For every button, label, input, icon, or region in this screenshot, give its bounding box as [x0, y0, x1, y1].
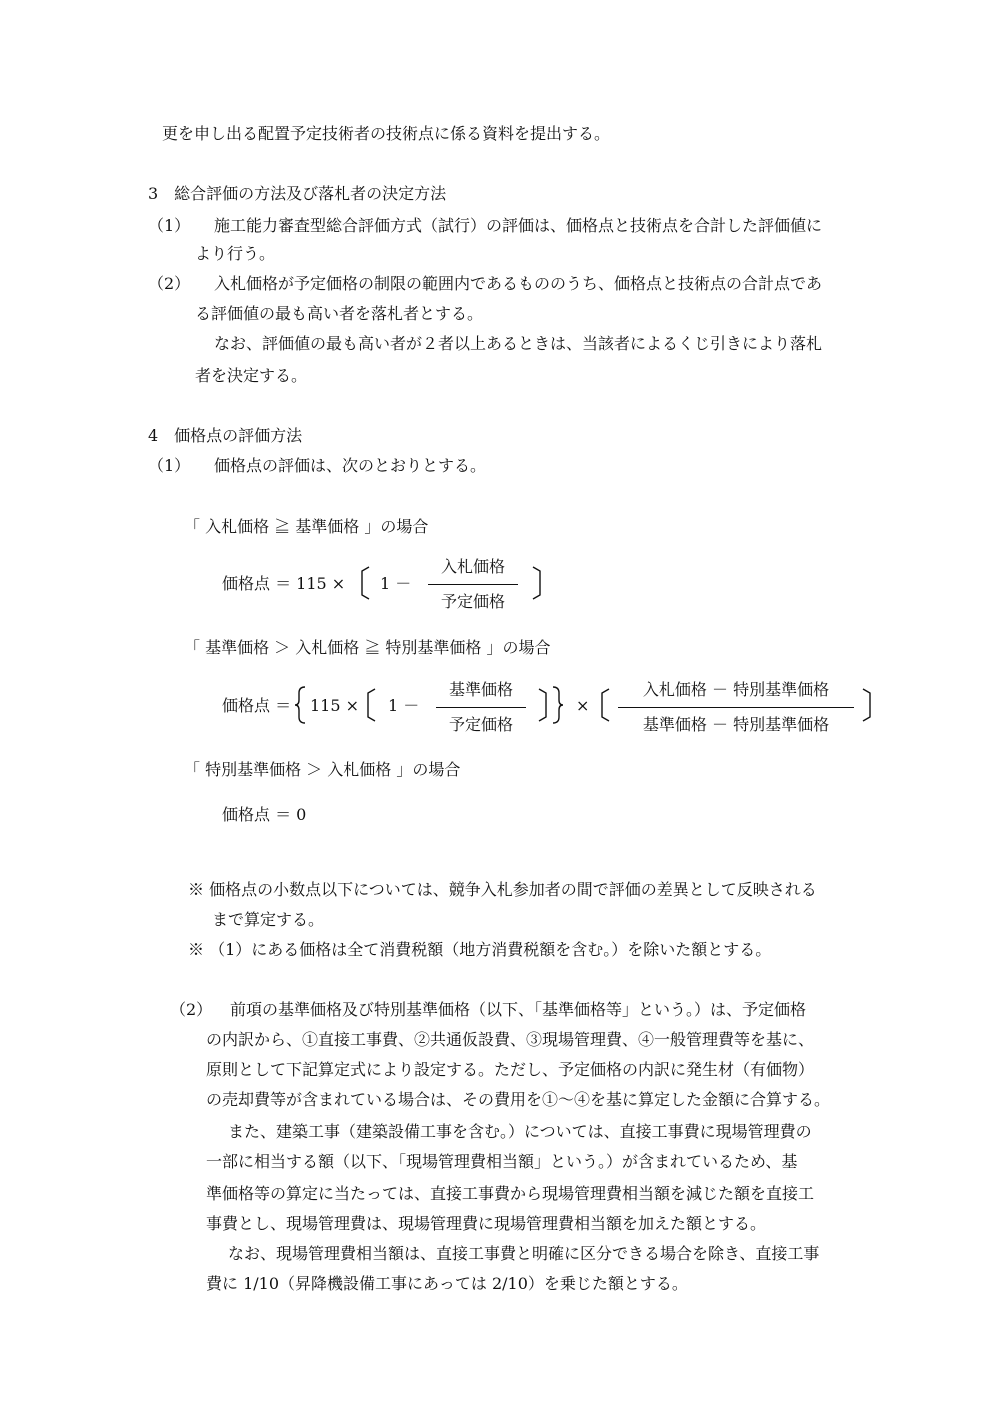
section4-item2-line8: 事費とし、現場管理費は、現場管理費に現場管理費相当額を加えた額とする。 [206, 1214, 767, 1233]
case2-open-bracket2-icon [600, 688, 610, 722]
section3-item1-line2: より行う。 [195, 244, 276, 263]
case2-denominator2: 基準価格 － 特別基準価格 [642, 715, 830, 734]
section3-item2-line3: なお、評価値の最も高い者が２者以上あるときは、当該者によるくじ引きにより落札 [214, 334, 823, 353]
section4-item2-line3: 原則として下記算定式により設定する。ただし、予定価格の内訳に発生材（有価物） [206, 1060, 815, 1079]
section4-item2-line5: また、建築工事（建築設備工事を含む。）については、直接工事費に現場管理費の [228, 1122, 812, 1141]
case1-lhs: 価格点 ＝ 115 × [222, 574, 346, 593]
case2-denominator: 予定価格 [448, 715, 513, 734]
section4-item1-line1: 価格点の評価は、次のとおりとする。 [214, 456, 487, 475]
case2-close-curly-brace-icon [552, 686, 564, 724]
case3-condition: 「 特別基準価格 ＞ 入札価格 」の場合 [184, 760, 461, 779]
note2: ※ （1）にある価格は全て消費税額（地方消費税額を含む。）を除いた額とする。 [188, 940, 772, 959]
case2-condition: 「 基準価格 ＞ 入札価格 ≧ 特別基準価格 」の場合 [184, 638, 551, 657]
case2-times: × [576, 696, 590, 715]
note1-line2: まで算定する。 [212, 910, 325, 929]
section4-item2-line7: 準価格等の算定に当たっては、直接工事費から現場管理費相当額を減じた額を直接工 [206, 1184, 815, 1203]
case2-coef: 115 × [310, 696, 360, 715]
case1-condition: 「 入札価格 ≧ 基準価格 」の場合 [184, 517, 429, 536]
case2-fraction2-bar [618, 707, 854, 708]
case2-numerator: 基準価格 [448, 680, 513, 699]
section4-item2-marker: （2） [170, 1000, 213, 1019]
case3-formula: 価格点 ＝ 0 [222, 805, 307, 824]
case2-one-minus: 1 － [388, 696, 420, 715]
case2-open-curly-brace-icon [294, 686, 306, 724]
case1-fraction [428, 559, 518, 610]
section4-item2-line1: 前項の基準価格及び特別基準価格（以下、「基準価格等」という。）は、予定価格 [230, 1000, 807, 1019]
case2-fraction2 [618, 682, 854, 733]
section3-item1-line1: 施工能力審査型総合評価方式（試行）の評価は、価格点と技術点を合計した評価値に [214, 216, 823, 235]
case1-numerator: 入札価格 [440, 557, 505, 576]
section3-item2-line1: 入札価格が予定価格の制限の範囲内であるもののうち、価格点と技術点の合計点であ [214, 274, 823, 293]
case1-open-bracket-icon [360, 566, 370, 600]
case2-fraction [436, 682, 526, 733]
section3-item2-marker: （2） [148, 274, 191, 293]
section4-item2-line10: 費に 1/10（昇降機設備工事にあっては 2/10）を乗じた額とする。 [206, 1274, 688, 1293]
case2-fraction-bar [436, 707, 526, 708]
case2-open-bracket-icon [366, 688, 376, 722]
section3-item2-line2: る評価値の最も高い者を落札者とする。 [195, 304, 484, 323]
case2-close-bracket2-icon [862, 688, 872, 722]
section4-item2-line6: 一部に相当する額（以下、「現場管理費相当額」という。）が含まれているため、基 [206, 1152, 798, 1171]
section3-heading: 3 総合評価の方法及び落札者の決定方法 [148, 184, 447, 203]
case1-fraction-bar [428, 584, 518, 585]
section4-item1-marker: （1） [148, 456, 191, 475]
case1-close-bracket-icon [532, 566, 542, 600]
intro-line: 更を申し出る配置予定技術者の技術点に係る資料を提出する。 [162, 124, 611, 143]
section3-item2-line4: 者を決定する。 [195, 366, 308, 385]
case1-denominator: 予定価格 [440, 592, 505, 611]
section4-item2-line9: なお、現場管理費相当額は、直接工事費と明確に区分できる場合を除き、直接工事 [228, 1244, 820, 1263]
case1-one-minus: 1 － [380, 574, 412, 593]
case2-lhs: 価格点 ＝ [222, 696, 292, 715]
case2-numerator2: 入札価格 － 特別基準価格 [642, 680, 830, 699]
note1-line1: ※ 価格点の小数点以下については、競争入札参加者の間で評価の差異として反映される [188, 880, 817, 899]
section3-item1-marker: （1） [148, 216, 191, 235]
section4-heading: 4 価格点の評価方法 [148, 426, 303, 445]
section4-item2-line4: の売却費等が含まれている場合は、その費用を①～④を基に算定した金額に合算する。 [206, 1090, 831, 1109]
case2-close-bracket-icon [538, 688, 548, 722]
section4-item2-line2: の内訳から、①直接工事費、②共通仮設費、③現場管理費、④一般管理費等を基に、 [206, 1030, 815, 1049]
